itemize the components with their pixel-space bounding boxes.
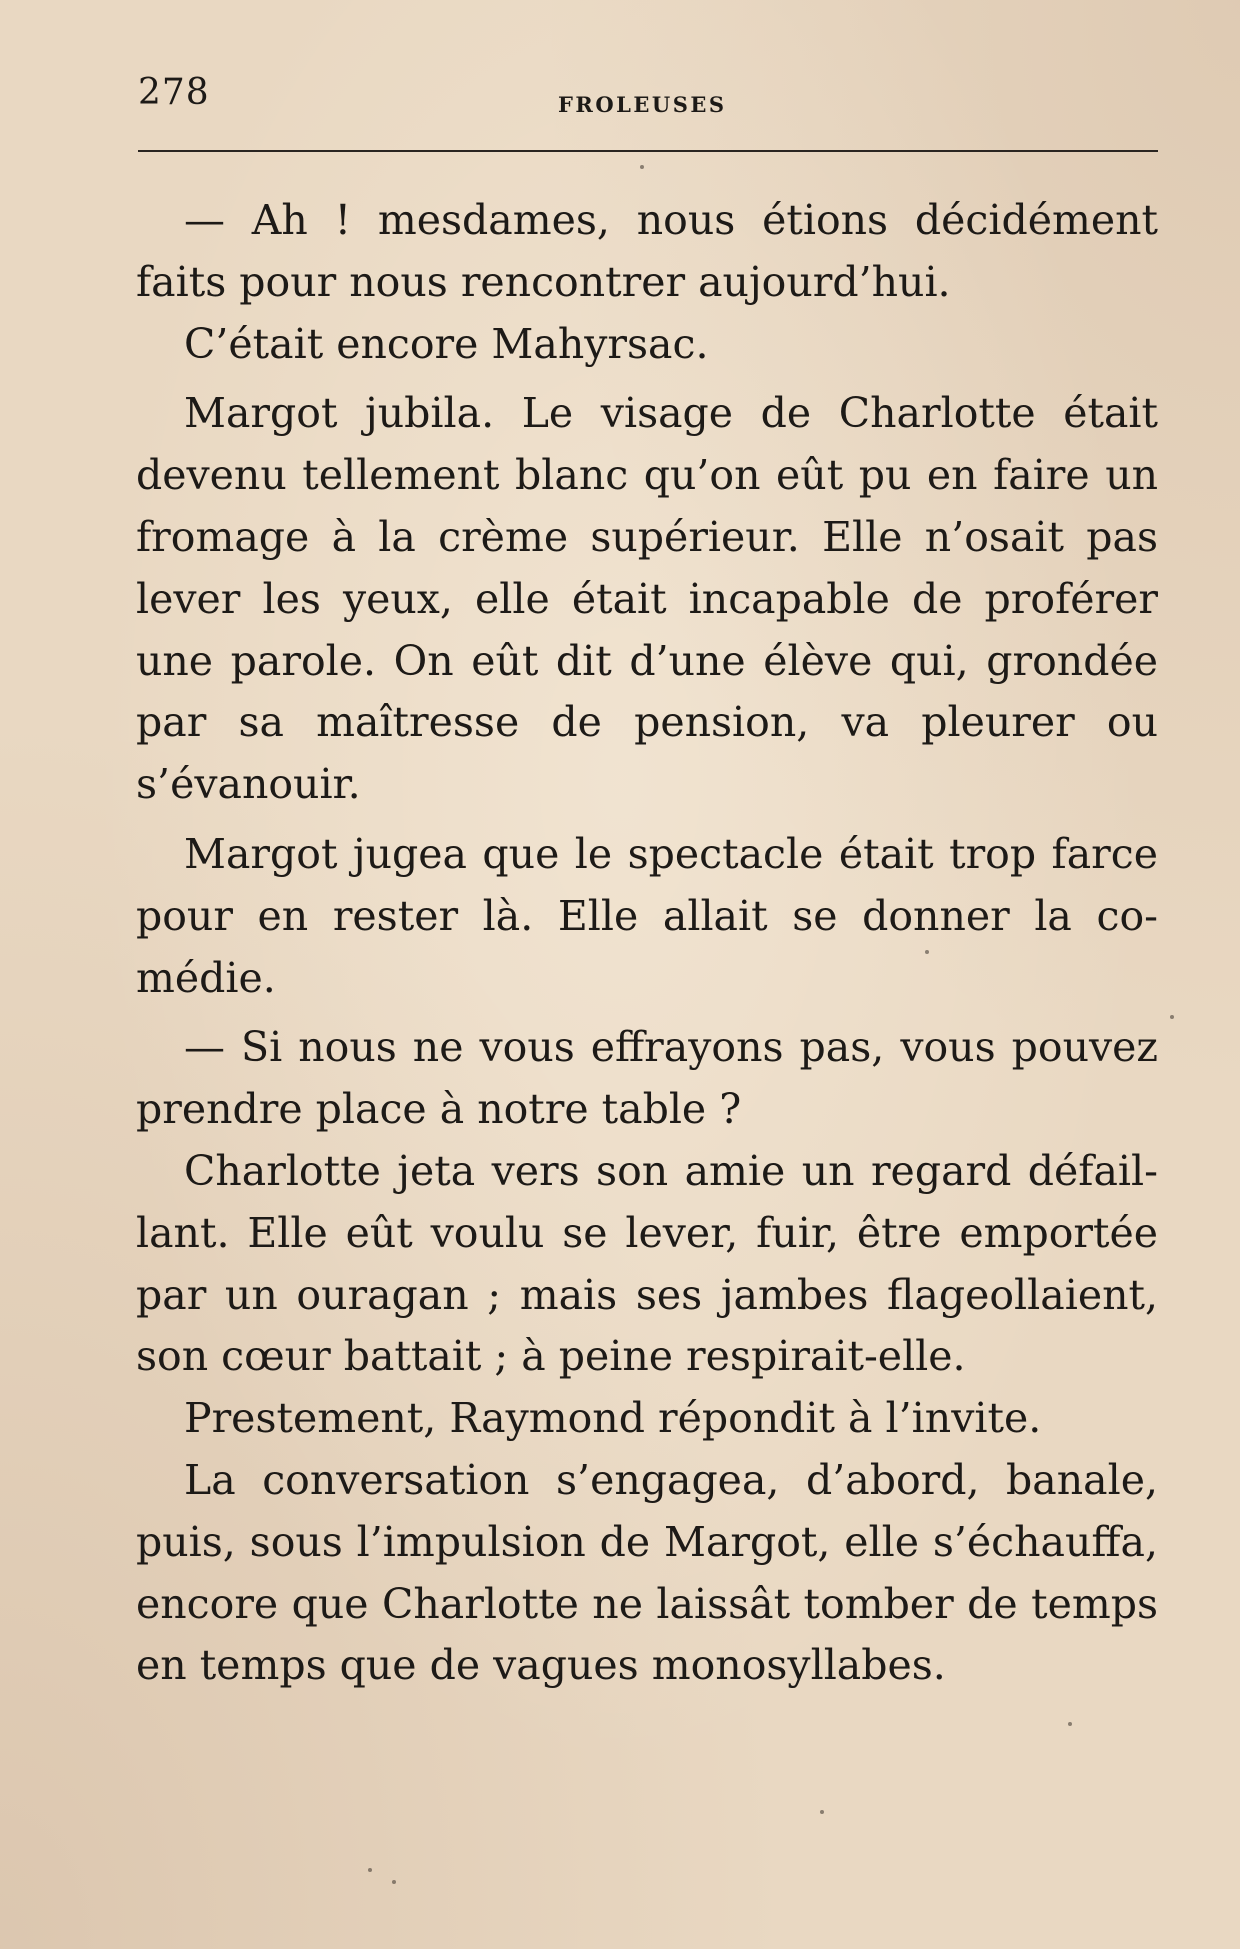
paper-speck [368,1868,372,1872]
paper-speck [640,165,644,169]
paragraph-8: La conversation s’engagea, d’abord, banale, puis, sous l’impulsion de Margot, elle s’échauffa, encore que Charlotte ne laissât tomber de temps en temps que de vagues monosyllabes. [136,1455,1158,1690]
paragraph-3: Margot jubila. Le visage de Charlotte était devenu tellement blanc qu’on eût pu en faire un fromage à la crème supérieur. Elle n’osait pas lever les yeux, elle était incapable de proférer une parole. On eût dit d’une élève qui, grondée par sa maîtresse de pension, va pleurer ou s’évanouir. [136,389,1158,809]
paragraph-5: — Si nous ne vous effrayons pas, vous pouvez prendre place à notre table ? [136,1023,1158,1134]
paragraph-7: Prestement, Raymond répondit à l’invite. [184,1394,1042,1443]
paper-speck [925,950,929,954]
paragraph-1: — Ah ! mesdames, nous étions décidément faits pour nous rencontrer aujourd’hui. [136,196,1158,306]
header-rule [138,150,1158,152]
paper-speck [392,1880,396,1884]
paper-speck [820,1810,824,1814]
page-number: 278 [138,72,210,113]
paragraph-2: C’était encore Mahyrsac. [184,319,709,368]
running-head [138,72,1158,122]
paragraph-4: Margot jugea que le spectacle était trop farce pour en rester là. Elle allait se donner la comédie. [136,829,1158,1002]
running-title: FROLEUSES [558,92,727,117]
body-text [136,190,1158,1697]
paper-speck [1170,1015,1174,1019]
paper-speck [1068,1722,1072,1726]
paragraph-6: Charlotte jeta vers son amie un regard défaillant. Elle eût voulu se lever, fuir, être emportée par un ouragan ; mais ses jambes flageollaient, son cœur battait ; à peine respirait-elle. [136,1146,1158,1381]
